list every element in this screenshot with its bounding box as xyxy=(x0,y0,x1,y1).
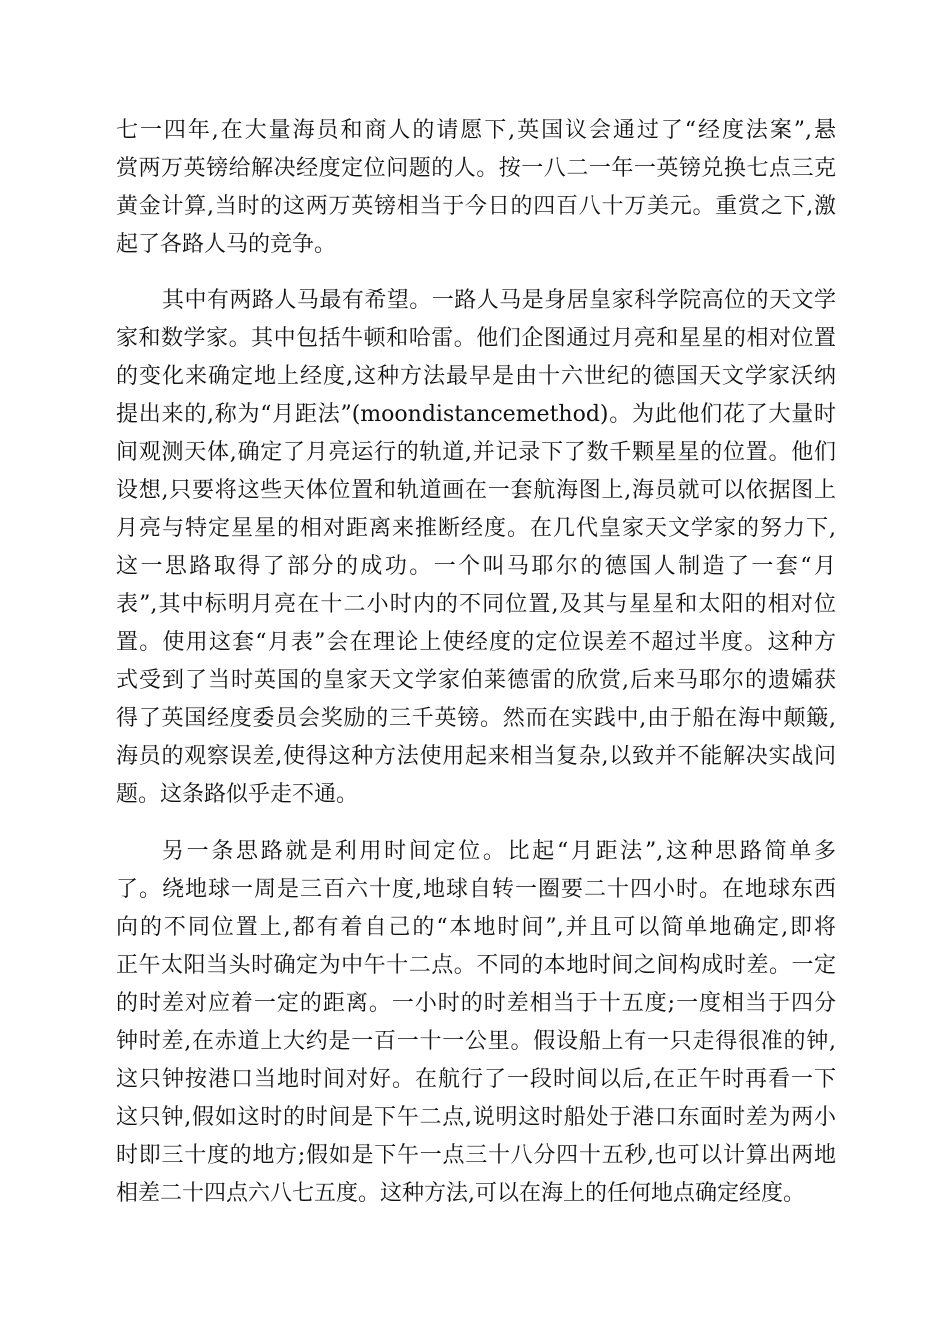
text-line: 了。绕地球一周是三百六十度,地球自转一圈要二十四小时。在地球东西 xyxy=(116,877,836,902)
text-line: 正午太阳当头时确定为中午十二点。不同的本地时间之间构成时差。一定 xyxy=(116,953,836,978)
text-line: 另一条思路就是利用时间定位。比起“月距法”,这种思路简单多 xyxy=(162,839,836,864)
text-line: 置。使用这套“月表”会在理论上使经度的定位误差不超过半度。这种方 xyxy=(116,630,836,655)
text-line: 设想,只要将这些天体位置和轨道画在一套航海图上,海员就可以依据图上 xyxy=(116,478,836,503)
text-line: 题。这条路似乎走不通。 xyxy=(116,782,359,807)
text-line: 间观测天体,确定了月亮运行的轨道,并记录下了数千颗星星的位置。他们 xyxy=(116,440,836,465)
text-line: 这只钟,假如这时的时间是下午二点,说明这时船处于港口东面时差为两小 xyxy=(116,1105,836,1130)
text-line: 的时差对应着一定的距离。一小时的时差相当于十五度;一度相当于四分 xyxy=(116,991,836,1016)
text-line: 其中有两路人马最有希望。一路人马是身居皇家科学院高位的天文学 xyxy=(162,288,836,313)
text-line: 式受到了当时英国的皇家天文学家伯莱德雷的欣赏,后来马耶尔的遗孀获 xyxy=(116,668,836,693)
text-line: 起了各路人马的竞争。 xyxy=(116,232,337,257)
text-line: 这只钟按港口当地时间对好。在航行了一段时间以后,在正午时再看一下 xyxy=(116,1067,836,1092)
text-line: 黄金计算,当时的这两万英镑相当于今日的四百八十万美元。重赏之下,激 xyxy=(116,194,836,219)
text-line: 月亮与特定星星的相对距离来推断经度。在几代皇家天文学家的努力下, xyxy=(116,516,836,541)
text-line: 海员的观察误差,使得这种方法使用起来相当复杂,以致并不能解决实战问 xyxy=(116,744,836,769)
text-line: 的变化来确定地上经度,这种方法最早是由十六世纪的德国天文学家沃纳 xyxy=(116,364,836,389)
text-line: 七一四年,在大量海员和商人的请愿下,英国议会通过了“经度法案”,悬 xyxy=(116,118,836,143)
text-line: 家和数学家。其中包括牛顿和哈雷。他们企图通过月亮和星星的相对位置 xyxy=(116,326,836,351)
text-line: 向的不同位置上,都有着自己的“本地时间”,并且可以简单地确定,即将 xyxy=(116,915,836,940)
text-line: 这一思路取得了部分的成功。一个叫马耶尔的德国人制造了一套“月 xyxy=(116,554,836,579)
text-line: 提出来的,称为“月距法”(moondistancemethod)。为此他们花了大量时 xyxy=(116,402,836,427)
text-line: 得了英国经度委员会奖励的三千英镑。然而在实践中,由于船在海中颠簸, xyxy=(116,706,836,731)
text-line: 钟时差,在赤道上大约是一百一十一公里。假设船上有一只走得很准的钟, xyxy=(116,1029,836,1054)
text-line: 相差二十四点六八七五度。这种方法,可以在海上的任何地点确定经度。 xyxy=(116,1181,805,1206)
text-line: 时即三十度的地方;假如是下午一点三十八分四十五秒,也可以计算出两地 xyxy=(116,1143,836,1168)
text-line: 赏两万英镑给解决经度定位问题的人。按一八二一年一英镑兑换七点三克 xyxy=(116,156,836,181)
text-line: 表”,其中标明月亮在十二小时内的不同位置,及其与星星和太阳的相对位 xyxy=(116,592,836,617)
